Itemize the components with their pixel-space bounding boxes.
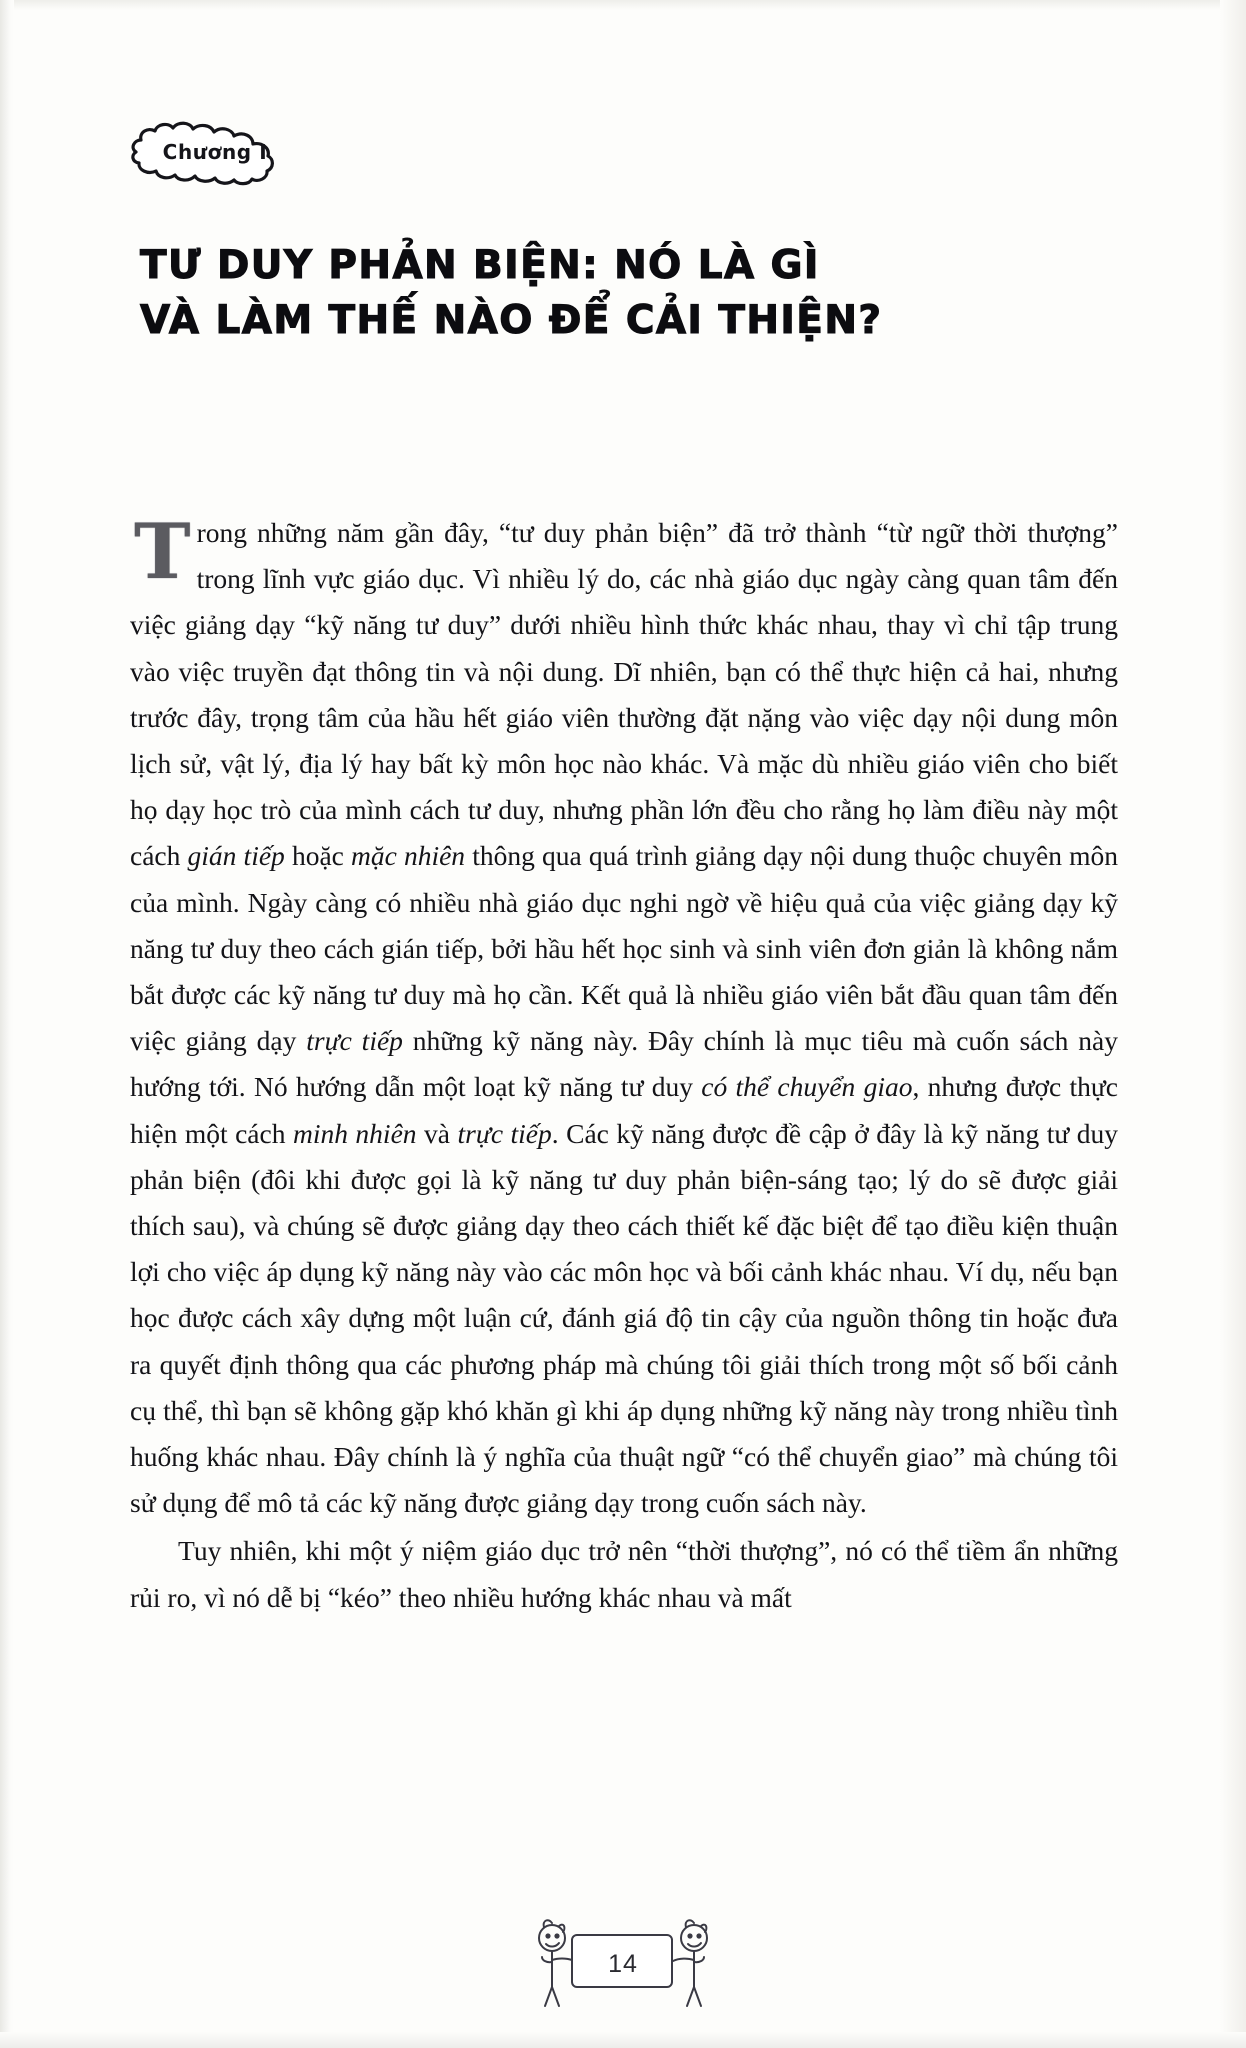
paragraph-1 (130, 507, 1119, 1526)
page-number: 14 (608, 1949, 638, 1978)
scan-edge-right (1220, 0, 1246, 2048)
page-title (140, 238, 1080, 348)
paragraph-2 (130, 1528, 1118, 1620)
paragraph-2-text: Tuy nhiên, khi một ý niệm giáo dục trở nên “thời thượng”, nó có thể tiềm ẩn những rủi ro, vì nó dễ bị “kéo” theo nhiều hướng khác nhau và mất (130, 1535, 1118, 1613)
scan-edge-top (0, 0, 1246, 10)
scan-edge-left (0, 0, 14, 2048)
chapter-bubble-label: Chương I (162, 140, 268, 164)
page-footer (0, 1902, 1246, 2022)
drop-cap: T (134, 507, 191, 596)
page-title-line-2: VÀ LÀM THẾ NÀO ĐỂ CẢI THIỆN? (140, 298, 883, 344)
body-text (130, 507, 1119, 1621)
chapter-bubble (122, 118, 302, 186)
paragraph-1-text: rong những năm gần đây, “tư duy phản biện” đã trở thành “từ ngữ thời thượng” trong lĩnh vực giáo dục. Vì nhiều lý do, các nhà giáo dục ngày càng quan tâm đến việc giảng dạy “kỹ năng tư duy” dưới nhiều hình thức khác nhau, thay vì chỉ tập trung vào việc truyền đạt thông tin và nội dung. Dĩ nhiên, bạn có thể thực hiện cả hai, nhưng trước đây, trọng tâm của hầu hết giáo viên thường đặt nặng vào việc dạy nội dung môn lịch sử, vật lý, địa lý hay bất kỳ môn học nào khác. Và mặc dù nhiều giáo viên cho biết họ dạy học trò của mình cách tư duy, nhưng phần lớn đều cho rằng họ làm điều này một cách gián tiếp hoặc mặc nhiên thông qua quá trình giảng dạy nội dung thuộc chuyên môn của mình. Ngày càng có nhiều nhà giáo dục nghi ngờ về hiệu quả của việc giảng dạy kỹ năng tư duy theo cách gián tiếp, bởi hầu hết học sinh và sinh viên đơn giản là không nắm bắt được các kỹ năng tư duy mà họ cần. Kết quả là nhiều giáo viên bắt đầu quan tâm đến việc giảng dạy trực tiếp những kỹ năng này. Đây chính là mục tiêu mà cuốn sách này hướng tới. Nó hướng dẫn một loạt kỹ năng tư duy có thể chuyển giao, nhưng được thực hiện một cách minh nhiên và trực tiếp. Các kỹ năng được đề cập ở đây là kỹ năng tư duy phản biện (đôi khi được gọi là kỹ năng tư duy phản biện-sáng tạo; lý do sẽ được giải thích sau), và chúng sẽ được giảng dạy theo cách thiết kế đặc biệt để tạo điều kiện thuận lợi cho việc áp dụng kỹ năng này vào các môn học và bối cảnh khác nhau. Ví dụ, nếu bạn học được cách xây dựng một luận cứ, đánh giá độ tin cậy của nguồn thông tin hoặc đưa ra quyết định thông qua các phương pháp mà chúng tôi giải thích trong một số bối cảnh cụ thể, thì bạn sẽ không gặp khó khăn gì khi áp dụng những kỹ năng này trong nhiều tình huống khác nhau. Đây chính là ý nghĩa của thuật ngữ “có thể chuyển giao” mà chúng tôi sử dụng để mô tả các kỹ năng được giảng dạy trong cuốn sách này. (130, 517, 1119, 1519)
footer-illustration (518, 1902, 728, 2022)
page-title-line-1: TƯ DUY PHẢN BIỆN: NÓ LÀ GÌ (140, 243, 820, 289)
scan-edge-bottom (0, 2032, 1246, 2048)
